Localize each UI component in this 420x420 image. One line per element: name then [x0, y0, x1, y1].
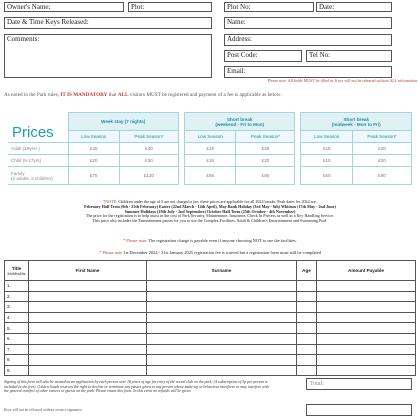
table-row[interactable]: 2. [5, 291, 416, 302]
price-row-family: Family (2 adults, 2 children) £75 £120 £55 £80 £50 £90 [8, 167, 412, 185]
prices-title: Prices [12, 124, 54, 141]
intro-all: ALL [117, 92, 129, 98]
table-row[interactable]: 7. [5, 344, 416, 355]
row-label: Adult (18yrs+) [8, 143, 68, 155]
comments-field[interactable] [4, 34, 212, 78]
col-amount: Amount Payable [317, 261, 416, 281]
tel-no-field[interactable] [306, 50, 392, 62]
intro-prefix: As noted in the Park rules, [4, 92, 60, 98]
email-label: Email: [227, 67, 246, 75]
col-first-name: First Name [29, 261, 147, 281]
table-row[interactable]: 6. [5, 333, 416, 344]
name-field[interactable] [224, 17, 392, 29]
intro-mandatory: IT IS MANDATORY [60, 92, 108, 98]
address-field[interactable] [224, 34, 392, 46]
intro-middle: that [108, 92, 117, 98]
group-midweek: Short break (midweek - Mon to Fri) [301, 113, 412, 131]
comments-label: Comments: [7, 35, 40, 43]
table-row[interactable]: 9. [5, 365, 416, 376]
email-field[interactable] [224, 66, 392, 78]
total-label: Total: [310, 381, 324, 387]
col-peak: Peak Season* [120, 131, 179, 143]
keys-released-label: Date & Time Keys Released: [7, 18, 89, 26]
col-age: Age [297, 261, 317, 281]
owners-name-field[interactable] [4, 2, 124, 12]
row-label: Family (2 adults, 2 children) [8, 167, 68, 185]
table-row[interactable]: 4. [5, 312, 416, 323]
owner-form [4, 2, 416, 78]
col-peak: Peak Season* [236, 131, 295, 143]
plot-field[interactable] [128, 2, 212, 12]
facilities-note: * Please note: The registration charge is payable even if anyone choosing NOT to use the facilities. [122, 238, 297, 243]
intro-text [4, 92, 416, 98]
address-label: Address: [227, 35, 252, 43]
table-row[interactable]: 1. [5, 281, 416, 292]
col-title: Title Mr/Mrs/Ms [5, 261, 29, 281]
row-label: Child (5-17yrs) [8, 155, 68, 167]
col-low: Low Season [184, 131, 236, 143]
table-row[interactable]: 3. [5, 302, 416, 313]
intro-suffix: visitors MUST be registered and payment of a fee is applicable as below: [129, 92, 282, 98]
col-low: Low Season [301, 131, 353, 143]
post-code-label: Post Code: [227, 51, 258, 59]
plot-label: Plot: [131, 3, 145, 11]
total-field[interactable] [306, 378, 412, 390]
name-label: Name: [227, 18, 246, 26]
required-fields-notice: Please note: All fields MUST be filled in. Keys will not be released without ALL information. [267, 78, 418, 83]
date-field[interactable] [316, 2, 392, 12]
post-code-field[interactable] [224, 50, 302, 62]
col-surname: Surname [147, 261, 297, 281]
table-row[interactable]: 8. [5, 355, 416, 366]
plot-no-label: Plot No: [227, 3, 251, 11]
signature-label: Keys will not be released without owners signature: [4, 408, 83, 412]
price-row-adult: Adult (18yrs+) £25 £40 £18 £28 £18 £28 [8, 143, 412, 155]
plot-no-field[interactable] [224, 2, 314, 12]
owners-name-label: Owner's Name: [7, 3, 51, 11]
keys-released-field[interactable] [4, 17, 212, 29]
tel-no-label: Tel No: [309, 51, 331, 59]
signature-field[interactable] [306, 404, 412, 416]
peak-dates-notes: *NOTE: Children under the age of 5 are not charged a fee, these prices are applicable for all 2024 breaks. Peak dates for 2024 are: February Half Term (9th - 25th February) Easter (22nd March - 14th April), May Bank Holiday (3rd May - 6th) Whitsun (17th May - 2nd June) Summer Holidays (19th July - 2nd September) October Half Term (25th October - 4th November) The price for the registration is to help assist in the cost of Park Security, Maintenance, Insurance, Check In Process as well as a Key Handling Service. This price also includes the Entertainment passes for you to use the Complex Facilities, Adult & Children's Entertainment and Swimming Pool. [84, 199, 336, 224]
price-row-child: Child (5-17yrs) £20 £30 £15 £20 £15 £20 [8, 155, 412, 167]
group-weekend: Short break (weekend - Fri to Mon) [184, 113, 294, 131]
date-label: Date: [319, 3, 335, 11]
col-low: Low Season [68, 131, 120, 143]
group-week: Week stay (7 nights) [68, 113, 178, 131]
col-peak: Peak Season* [352, 131, 411, 143]
registration-table [4, 260, 416, 376]
terms-footer: Signing of this form will also be treated as an application by each person over 18 years of age for entry of the social club on the park. (A subscription of 5p per person is included in the fees). Golden Sands reserves the right to decline or terminate any passes given to any person whose make-up or behaviour interferes or may interfere with the general comfort of other owners or guests on the park. Please retain this form. In this event no refunds will be given. [4, 380, 269, 394]
waiver-note: * Please note 1st December 2024 - 31st January 2025 registration fee is waived but a registration form must still be completed [99, 250, 321, 255]
table-row[interactable]: 5. [5, 323, 416, 334]
prices-table [8, 112, 412, 185]
